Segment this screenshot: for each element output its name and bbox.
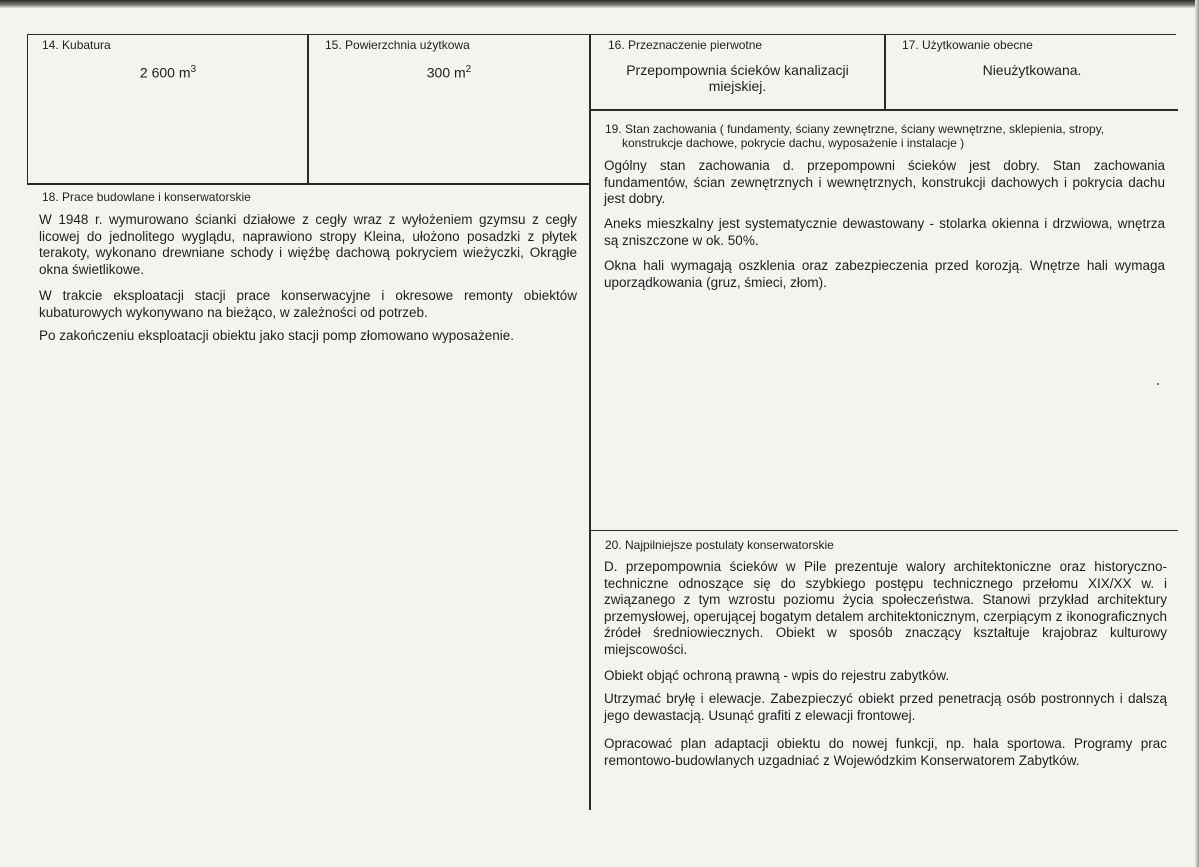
card-top-edge <box>0 0 1199 8</box>
kubatura-value <box>29 62 307 81</box>
postulaty-paragraph-1: D. przepompownia ścieków w Pile prezentuje walory architektoniczne oraz historyczno-techniczne odnoszące się do szybkiego postępu technicznego przełomu XIX/XX w. i związanego z tym wzrostu poziomu życia społeczeństwa. Stanowi przykład architektury przemysłowej, operującej bogatym detalem architektonicznym, czerpiącym z ikonograficznych źródeł średniowiecznych. Obiekt w sposób znaczący kształtuje krajobraz kulturowy miejscowości. <box>604 559 1167 657</box>
prace-paragraph-3: Po zakończeniu eksploatacji obiektu jako stacji pomp złomowano wyposażenie. <box>39 328 515 343</box>
postulaty-paragraph-3: Utrzymać bryłę i elewacje. Zabezpieczyć obiekt przed penetracją osób postronnych i dalszą jego dewastacją. Usunąć grafiti z elewacji frontowej. <box>604 691 1167 723</box>
uzytkowanie-value: Nieużytkowana. <box>982 62 1082 78</box>
przeznaczenie-value-line2: miejskiej. <box>708 78 767 94</box>
stan-label-line1: 19. Stan zachowania ( fundamenty, ściany zewnętrzne, ściany wewnętrzne, sklepienia, stropy, <box>605 122 1105 136</box>
grid-line <box>27 34 28 185</box>
postulaty-paragraph-2: Obiekt objąć ochroną prawną - wpis do rejestru zabytków. <box>604 668 950 683</box>
speck-mark <box>1157 383 1159 385</box>
card-right-edge <box>1195 0 1199 867</box>
powierzchnia-number: 300 m <box>426 64 466 81</box>
przeznaczenie-value-line1: Przepompownia ścieków kanalizacji <box>626 62 849 78</box>
powierzchnia-value <box>309 62 589 81</box>
grid-line <box>27 34 1176 35</box>
kubatura-unit-exponent: 3 <box>190 64 197 75</box>
stan-paragraph-3: Okna hali wymagają oszklenia oraz zabezpieczenia przed korozją. Wnętrze hali wymaga uporządkowania (gruz, śmieci, złom). <box>604 258 1165 290</box>
przeznaczenie-value <box>591 62 884 94</box>
postulaty-label: 20. Najpilniejsze postulaty konserwatorskie <box>605 538 834 552</box>
kubatura-label: 14. Kubatura <box>42 38 111 52</box>
prace-paragraph-1: W 1948 r. wymurowano ścianki działowe z cegły wraz z wyłożeniem gzymsu z cegły licowej do jednolitego wyglądu, naprawiono stropy Kleina, ułożono posadzki z płytek terakoty, wykonano drewniane schody i więźbę dachową pokryciem wieżyczki, Okrągłe okna świetlikowe. <box>39 212 577 277</box>
postulaty-paragraph-4: Opracować plan adaptacji obiektu do nowej funkcji, np. hala sportowa. Programy prac remontowo-budowlanych uzgadniać z Wojewódzkim Konserwatorem Zabytków. <box>604 736 1167 768</box>
grid-line <box>589 34 591 810</box>
przeznaczenie-label: 16. Przeznaczenie pierwotne <box>608 38 763 52</box>
powierzchnia-unit-exponent: 2 <box>465 64 472 75</box>
prace-label: 18. Prace budowlane i konserwatorskie <box>42 190 251 204</box>
powierzchnia-label: 15. Powierzchnia użytkowa <box>325 38 470 52</box>
kubatura-number: 2 600 m <box>139 64 191 81</box>
uzytkowanie-label: 17. Użytkowanie obecne <box>902 38 1033 52</box>
stan-paragraph-1: Ogólny stan zachowania d. przepompowni ścieków jest dobry. Stan zachowania fundamentów, ścian zewnętrznych i wewnętrznych, konstrukcji dachowych i pokrycia dachu jest dobry. <box>604 158 1165 206</box>
prace-paragraph-2: W trakcie eksploatacji stacji prace konserwacyjne i okresowe remonty obiektów kubaturowych wykonywano na bieżąco, w zależności od potrzeb. <box>39 288 577 320</box>
stan-label-line2: konstrukcje dachowe, pokrycie dachu, wyposażenie i instalacje ) <box>622 136 965 150</box>
grid-line <box>590 530 1178 531</box>
grid-line <box>307 34 309 184</box>
stan-paragraph-2: Aneks mieszkalny jest systematycznie dewastowany - stolarka okienna i drzwiowa, wnętrza są zniszczone w ok. 50%. <box>604 216 1165 248</box>
